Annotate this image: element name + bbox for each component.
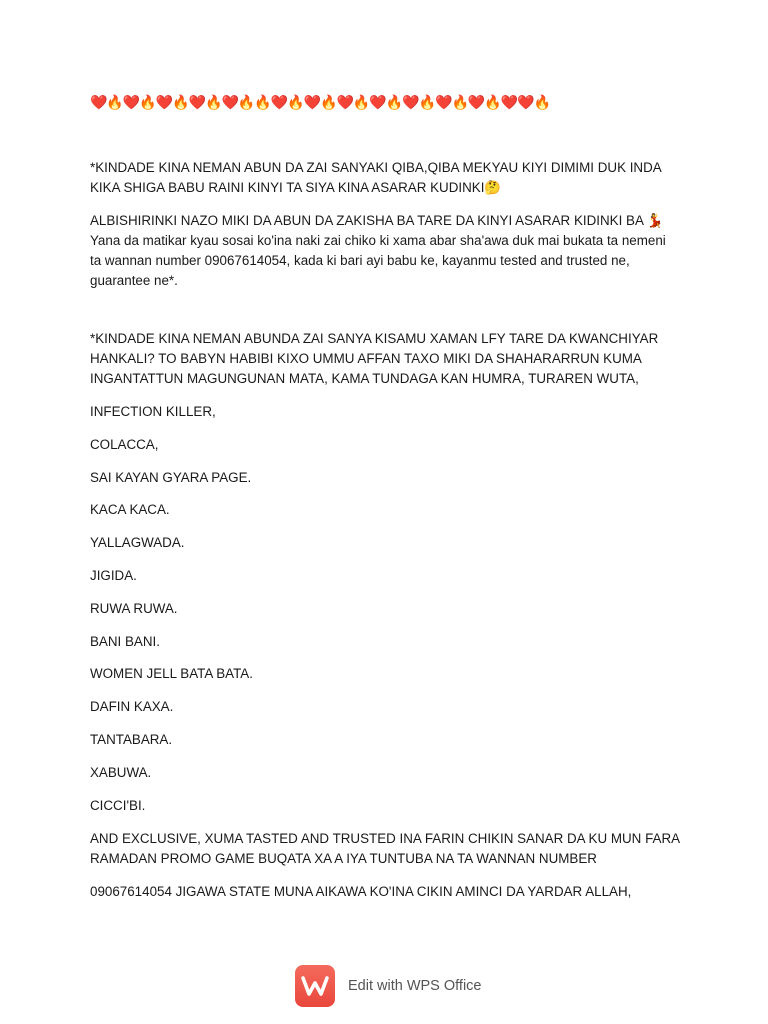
list-item: KACA KACA. (90, 502, 170, 518)
list-item: SAI KAYAN GYARA PAGE. (90, 469, 252, 485)
list-item: XABUWA. (90, 764, 152, 780)
paragraph-contact: 09067614054 JIGAWA STATE MUNA AIKAWA KO'INA CIKIN AMINCI DA YARDAR ALLAH, (90, 883, 632, 899)
wps-office-logo-icon (295, 965, 335, 1007)
document-body (90, 92, 680, 902)
paragraph-promo: AND EXCLUSIVE, XUMA TASTED AND TRUSTED INA FARIN CHIKIN SANAR DA KU MUN FARA RAMADAN PROMO GAME BUQATA XA A IYA TUNTUBA NA TA WANNAN NUMBER (90, 830, 680, 866)
paragraph-announcement: ALBISHIRINKI NAZO MIKI DA ABUN DA ZAKISHA BA TARE DA KINYI ASARAR KIDINKI BA 💃 Yana da matikar kyau sosai ko'ina naki zai chiko ki xama abar sha'awa duk mai bukata ta nemeni ta wannan number 09067614054, kada ki bari ayi babu ke, kayanmu tested and trusted ne, guarantee ne*. (90, 213, 666, 288)
product-list (90, 402, 680, 816)
edit-with-wps-button[interactable] (295, 964, 482, 1008)
list-item: COLACCA, (90, 436, 159, 452)
list-item: TANTABARA. (90, 731, 173, 747)
list-item: JIGIDA. (90, 567, 137, 583)
list-item: BANI BANI. (90, 633, 160, 649)
list-item: WOMEN JELL BATA BATA. (90, 666, 253, 682)
list-item: DAFIN KAXA. (90, 699, 174, 715)
list-item: RUWA RUWA. (90, 600, 178, 616)
list-item: YALLAGWADA. (90, 535, 185, 551)
emoji-decoration-row: ❤️🔥❤️🔥❤️🔥❤️🔥❤️🔥🔥❤️🔥❤️🔥❤️🔥❤️🔥❤️🔥❤️🔥❤️🔥❤️❤️🔥 (90, 94, 551, 110)
list-item: INFECTION KILLER, (90, 404, 216, 419)
paragraph-intro-question: *KINDADE KINA NEMAN ABUN DA ZAI SANYAKI QIBA,QIBA MEKYAU KIYI DIMIMI DUK INDA KIKA SHIGA BABU RAINI KINYI TA SIYA KINA ASARAR KUDINKI🤔 (90, 160, 661, 195)
list-item: CICCI'BI. (90, 797, 146, 813)
paragraph-products-intro: *KINDADE KINA NEMAN ABUNDA ZAI SANYA KISAMU XAMAN LFY TARE DA KWANCHIYAR HANKALI? TO BABYN HABIBI KIXO UMMU AFFAN TAXO MIKI DA SHAHARARRUN KUMA INGANTATTUN MAGUNGUNAN MATA, KAMA TUNDAGA KAN HUMRA, TURAREN WUTA, (90, 331, 659, 386)
edit-with-wps-label: Edit with WPS Office (348, 978, 482, 994)
